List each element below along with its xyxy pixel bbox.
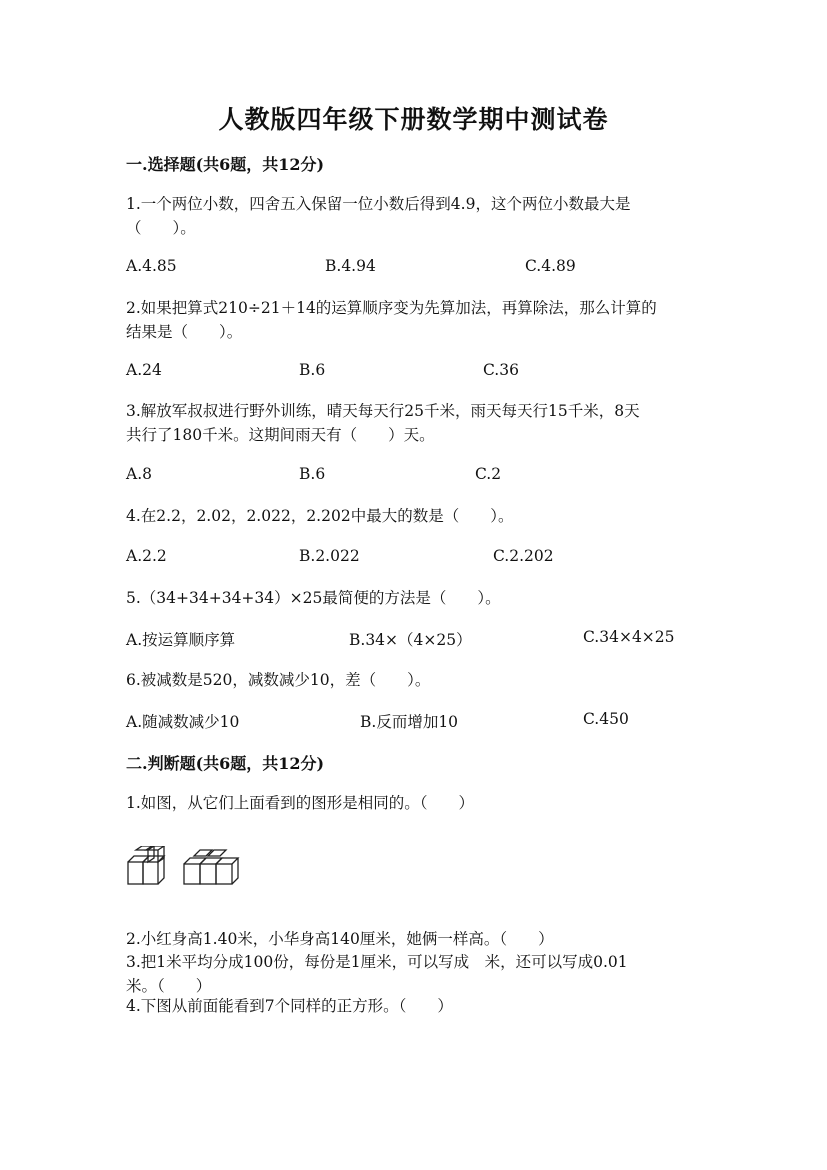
option-b: B.反而增加10 xyxy=(360,713,459,731)
question-text: 4.下图从前面能看到7个同样的正方形。（ ） xyxy=(126,997,453,1015)
option-b: B.4.94 xyxy=(325,257,376,275)
question-text: 2.小红身高1.40米，小华身高140厘米，她俩一样高。（ ） xyxy=(126,930,554,948)
question-2 xyxy=(126,296,696,344)
option-a: A.2.2 xyxy=(126,547,167,565)
option-a: A.4.85 xyxy=(126,257,177,275)
cube-group-right xyxy=(184,850,238,884)
option-c: C.2.202 xyxy=(493,547,554,565)
question-5 xyxy=(126,586,696,610)
option-c: C.450 xyxy=(583,710,629,728)
question-text: （ ）。 xyxy=(126,219,196,237)
question-text: 2.如果把算式210÷21＋14的运算顺序变为先算加法，再算除法，那么计算的 xyxy=(126,299,657,317)
judgement-question-2 xyxy=(126,927,696,951)
option-a: A.8 xyxy=(126,465,152,483)
option-b: B.6 xyxy=(299,465,326,483)
cube-group-left xyxy=(128,846,164,884)
section-heading-judgement: 二.判断题(共6题，共12分) xyxy=(126,754,325,773)
question-text: 1.一个两位小数，四舍五入保留一位小数后得到4.9，这个两位小数最大是 xyxy=(126,195,631,213)
question-text: 1.如图，从它们上面看到的图形是相同的。（ ） xyxy=(126,794,475,812)
option-c: C.36 xyxy=(483,361,519,379)
question-1 xyxy=(126,192,696,240)
judgement-question-3 xyxy=(126,950,696,998)
judgement-question-4 xyxy=(126,994,696,1018)
cube-stack-figure xyxy=(122,846,242,888)
judgement-question-1 xyxy=(126,791,696,815)
option-b: B.2.022 xyxy=(299,547,360,565)
option-c: C.34×4×25 xyxy=(583,628,675,646)
question-text: 5.（34+34+34+34）×25最简便的方法是（ ）。 xyxy=(126,589,501,607)
question-4 xyxy=(126,504,696,528)
option-b: B.34×（4×25） xyxy=(349,631,472,649)
question-text: 6.被减数是520，减数减少10，差（ ）。 xyxy=(126,671,431,689)
question-text: 4.在2.2，2.02，2.022，2.202中最大的数是（ ）。 xyxy=(126,507,514,525)
question-3 xyxy=(126,399,696,447)
page-title: 人教版四年级下册数学期中测试卷 xyxy=(218,105,609,134)
option-a: A.随减数减少10 xyxy=(126,713,240,731)
option-c: C.4.89 xyxy=(525,257,576,275)
question-text: 米。（ ） xyxy=(126,977,212,995)
section-heading-choice: 一.选择题(共6题，共12分) xyxy=(126,155,325,174)
question-text: 结果是（ ）。 xyxy=(126,323,243,341)
question-text: 3.解放军叔叔进行野外训练，晴天每天行25千米，雨天每天行15千米，8天 xyxy=(126,402,640,420)
question-6 xyxy=(126,668,696,692)
question-text: 3.把1米平均分成100份，每份是1厘米，可以写成 米，还可以写成0.01 xyxy=(126,953,628,971)
option-a: A.按运算顺序算 xyxy=(126,631,236,649)
question-text: 共行了180千米。这期间雨天有（ ）天。 xyxy=(126,426,435,444)
option-b: B.6 xyxy=(299,361,326,379)
option-a: A.24 xyxy=(126,361,162,379)
option-c: C.2 xyxy=(475,465,502,483)
